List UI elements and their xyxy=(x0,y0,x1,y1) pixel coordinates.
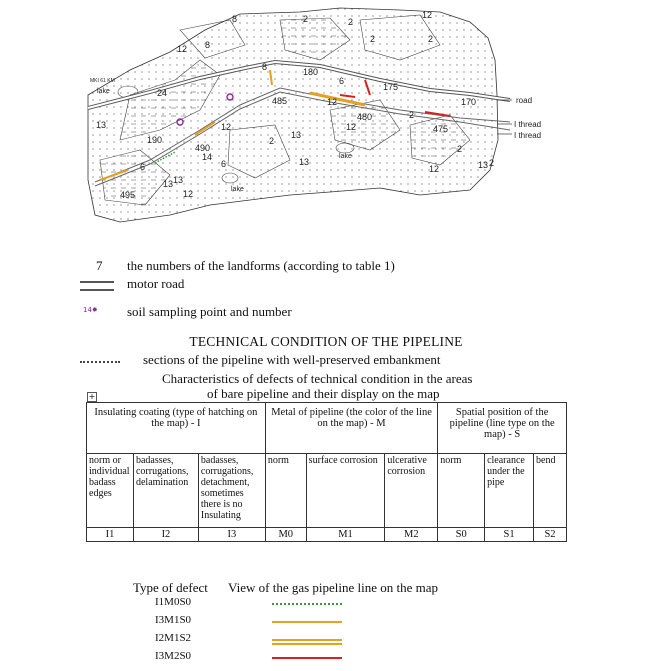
embankment-legend-text: sections of the pipeline with well-preserved embankment xyxy=(143,352,441,367)
landform-number: 12 xyxy=(327,97,338,107)
code-cell: S0 xyxy=(438,528,485,542)
desc-cell: ulcerative corrosion xyxy=(385,454,438,528)
thread-label: I thread xyxy=(514,120,542,129)
landform-number: 12 xyxy=(422,10,433,20)
header-insulating: Insulating coating (type of hatching on the map) - I xyxy=(87,403,266,454)
code-cell: M1 xyxy=(306,528,385,542)
landform-number: 13 xyxy=(163,179,174,189)
desc-cell: clearance under the pipe xyxy=(485,454,534,528)
technical-title: TECHNICAL CONDITION OF THE PIPELINE xyxy=(189,334,463,349)
landform-number: 12 xyxy=(183,189,194,199)
landform-number: 2 xyxy=(269,136,275,146)
desc-cell: bend xyxy=(534,454,567,528)
landform-number: 6 xyxy=(221,159,227,169)
defects-title-line1: Characteristics of defects of technical condition in the areas xyxy=(162,371,473,386)
defect-type-code: I3M2S0 xyxy=(155,650,192,662)
road-legend-symbol xyxy=(80,281,114,291)
code-cell: I3 xyxy=(198,528,265,542)
landform-number: 8 xyxy=(262,62,268,72)
defect-view-header: View of the gas pipeline line on the map xyxy=(228,580,439,595)
soil-legend-text: soil sampling point and number xyxy=(127,304,292,319)
landform-number: 13 xyxy=(96,120,107,130)
landform-number: 175 xyxy=(383,82,399,92)
soil-sample-icon: 14✸ xyxy=(83,306,98,314)
defects-title-line2: of bare pipeline and their display on the map xyxy=(207,386,440,401)
landform-number: 2 xyxy=(489,158,495,168)
landform-number: 480 xyxy=(357,112,373,122)
landform-number: 485 xyxy=(272,96,288,106)
defect-type-header: Type of defect xyxy=(133,580,208,595)
lake-label: lake xyxy=(339,153,352,160)
landform-number: 12 xyxy=(429,164,440,174)
landform-number: 14 xyxy=(202,152,213,162)
landform-number: 490 xyxy=(195,143,211,153)
code-cell: S2 xyxy=(534,528,567,542)
expand-icon[interactable]: + xyxy=(88,392,96,401)
header-spatial: Spatial position of the pipeline (line type on the map) - S xyxy=(438,403,567,454)
landform-number: 6 xyxy=(140,162,146,172)
pipeline-map xyxy=(0,0,652,235)
desc-cell: surface corrosion xyxy=(306,454,385,528)
embankment-legend-symbol xyxy=(80,361,120,363)
defect-type-code: I1M0S0 xyxy=(155,596,192,608)
landform-number: 495 xyxy=(120,190,136,200)
defect-line-sample xyxy=(272,639,342,645)
defect-line-sample xyxy=(272,657,342,659)
landform-number: 2 xyxy=(409,110,415,120)
landform-number: 8 xyxy=(232,14,238,24)
defect-type-code: I2M1S2 xyxy=(155,632,192,644)
landform-number: 13 xyxy=(478,160,489,170)
landform-legend-text: the numbers of the landforms (according to table 1) xyxy=(127,258,395,273)
code-cell: M0 xyxy=(265,528,306,542)
road-legend-text: motor road xyxy=(127,276,185,291)
landform-number: 2 xyxy=(428,34,434,44)
landform-number: 12 xyxy=(177,44,188,54)
landform-number: 2 xyxy=(457,144,463,154)
landform-number: 190 xyxy=(147,135,163,145)
thread-label: I thread xyxy=(514,131,542,140)
landform-number: 180 xyxy=(303,67,319,77)
table-header-row xyxy=(87,403,567,454)
desc-cell: badasses, corrugations, delamination xyxy=(133,454,198,528)
code-cell: I1 xyxy=(87,528,134,542)
landform-number: 2 xyxy=(303,14,309,24)
code-cell: I2 xyxy=(133,528,198,542)
road-km-label: MKI 61 KM xyxy=(90,78,115,84)
lake-label: lake xyxy=(97,88,110,95)
lake-label: lake xyxy=(231,186,244,193)
landform-number: 2 xyxy=(370,34,376,44)
landform-number: 8 xyxy=(205,40,211,50)
header-metal: Metal of pipeline (the color of the line on the map) - M xyxy=(265,403,437,454)
desc-cell: norm xyxy=(265,454,306,528)
table-code-row xyxy=(87,528,567,542)
landform-number: 24 xyxy=(157,88,168,98)
desc-cell: badasses, corrugations, detachment, sometimes there is no Insulating xyxy=(198,454,265,528)
defect-line-sample xyxy=(272,621,342,623)
landform-symbol: 7 xyxy=(96,258,103,273)
landform-number: 475 xyxy=(433,124,449,134)
table-description-row xyxy=(87,454,567,528)
landform-number: 13 xyxy=(173,175,184,185)
landform-number: 13 xyxy=(291,130,302,140)
landform-number: 13 xyxy=(299,157,310,167)
code-cell: S1 xyxy=(485,528,534,542)
defects-table xyxy=(86,402,567,542)
defect-type-code: I3M1S0 xyxy=(155,614,192,626)
desc-cell: norm xyxy=(438,454,485,528)
defect-line-sample xyxy=(272,603,342,605)
code-cell: M2 xyxy=(385,528,438,542)
desc-cell: norm or individual badass edges xyxy=(87,454,134,528)
landform-number: 12 xyxy=(346,122,357,132)
landform-number: 12 xyxy=(221,122,232,132)
road-label: road xyxy=(516,96,533,105)
landform-number: 2 xyxy=(348,17,354,27)
landform-number: 170 xyxy=(461,97,477,107)
landform-number: 6 xyxy=(339,76,345,86)
